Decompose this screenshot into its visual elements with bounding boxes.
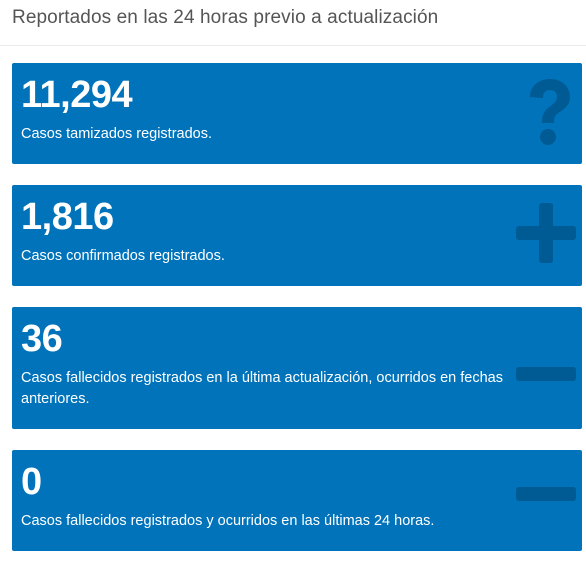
stat-label: Casos confirmados registrados. [21,248,225,264]
stat-label: Casos fallecidos registrados en la última actualización, ocurridos en fechas anteriores. [21,370,503,407]
minus-icon [514,486,578,502]
plus-icon [514,201,578,265]
minus-icon [514,366,578,382]
stat-label: Casos tamizados registrados. [21,126,212,142]
stat-card-deaths-previous [12,307,582,429]
stat-value: 0 [21,461,42,503]
panel-title: Reportados en las 24 horas previo a actualización [12,7,439,28]
stat-card-deaths-24h [12,450,582,551]
stat-card-screened [12,63,582,164]
panel-header [0,0,586,46]
stat-card-confirmed [12,185,582,286]
stat-label: Casos fallecidos registrados y ocurridos en las últimas 24 horas. [21,513,435,529]
stat-value: 36 [21,318,63,360]
stat-value: 1,816 [21,196,114,238]
stat-value: 11,294 [21,74,133,116]
question-icon [524,77,574,147]
